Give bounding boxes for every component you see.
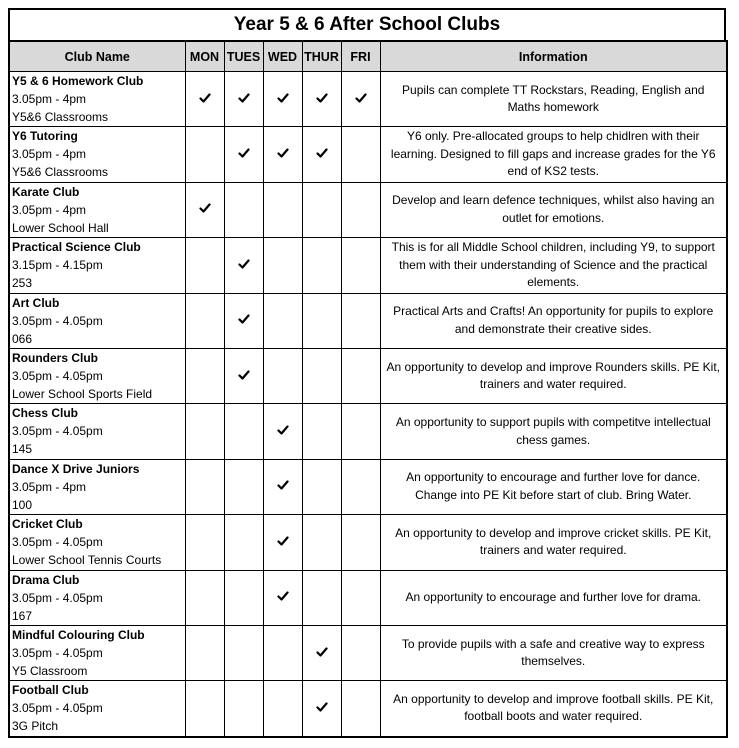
- club-location: 3G Pitch: [12, 719, 59, 734]
- club-information: An opportunity to develop and improve football skills. PE Kit, football boots and water required.: [380, 681, 727, 737]
- check-icon: [277, 591, 289, 605]
- day-cell-tues: [224, 182, 263, 237]
- day-cell-tues: [224, 570, 263, 625]
- club-information: An opportunity to encourage and further love for drama.: [380, 570, 727, 625]
- check-icon: [238, 370, 250, 384]
- day-cell-mon: [185, 182, 224, 237]
- club-cell: [9, 293, 185, 348]
- check-icon: [316, 702, 328, 716]
- day-cell-fri: [341, 515, 380, 570]
- club-name: Drama Club: [12, 572, 80, 587]
- check-icon: [277, 93, 289, 107]
- table-row: [9, 293, 727, 348]
- club-time: 3.05pm - 4.05pm: [12, 368, 103, 383]
- club-information: An opportunity to develop and improve Rounders skills. PE Kit, trainers and water required.: [380, 348, 727, 403]
- club-name: Y5 & 6 Homework Club: [12, 74, 144, 88]
- check-icon: [316, 647, 328, 661]
- table-row: [9, 127, 727, 182]
- day-cell-thur: [302, 570, 341, 625]
- club-time: 3.05pm - 4pm: [12, 202, 87, 217]
- club-location: 066: [12, 331, 33, 346]
- club-information: To provide pupils with a safe and creative way to express themselves.: [380, 625, 727, 680]
- table-row: [9, 459, 727, 514]
- club-information: An opportunity to encourage and further love for dance. Change into PE Kit before start of club. Bring Water.: [380, 459, 727, 514]
- club-location: 100: [12, 497, 33, 512]
- day-cell-thur: [302, 681, 341, 737]
- club-location: Y5&6 Classrooms: [12, 110, 109, 124]
- club-name: Chess Club: [12, 406, 79, 421]
- club-name: Y6 Tutoring: [12, 129, 78, 144]
- day-cell-mon: [185, 238, 224, 293]
- day-cell-wed: [263, 515, 302, 570]
- club-location: 253: [12, 276, 33, 291]
- day-cell-mon: [185, 459, 224, 514]
- day-cell-mon: [185, 348, 224, 403]
- day-cell-thur: [302, 515, 341, 570]
- header-row: [9, 41, 727, 72]
- day-cell-fri: [341, 238, 380, 293]
- club-information: Practical Arts and Crafts! An opportunity for pupils to explore and demonstrate their creative sides.: [380, 293, 727, 348]
- day-cell-mon: [185, 515, 224, 570]
- day-cell-wed: [263, 625, 302, 680]
- club-name: Mindful Colouring Club: [12, 627, 145, 642]
- day-cell-mon: [185, 127, 224, 182]
- header-tues: TUES: [224, 41, 263, 72]
- day-cell-thur: [302, 293, 341, 348]
- club-cell: [9, 459, 185, 514]
- club-cell: [9, 72, 185, 127]
- day-cell-mon: [185, 404, 224, 459]
- club-time: 3.05pm - 4.05pm: [12, 535, 103, 550]
- day-cell-fri: [341, 681, 380, 737]
- club-name: Cricket Club: [12, 517, 83, 532]
- table-row: [9, 681, 727, 737]
- day-cell-thur: [302, 238, 341, 293]
- day-cell-mon: [185, 293, 224, 348]
- check-icon: [355, 93, 367, 107]
- day-cell-tues: [224, 404, 263, 459]
- club-name: Practical Science Club: [12, 240, 141, 255]
- day-cell-wed: [263, 127, 302, 182]
- day-cell-wed: [263, 681, 302, 737]
- check-icon: [316, 148, 328, 162]
- club-name: Football Club: [12, 683, 89, 698]
- day-cell-mon: [185, 625, 224, 680]
- day-cell-fri: [341, 625, 380, 680]
- day-cell-fri: [341, 404, 380, 459]
- table-row: [9, 625, 727, 680]
- club-cell: [9, 182, 185, 237]
- club-time: 3.05pm - 4pm: [12, 479, 87, 494]
- day-cell-tues: [224, 459, 263, 514]
- check-icon: [238, 93, 250, 107]
- day-cell-mon: [185, 72, 224, 127]
- club-location: Y5&6 Classrooms: [12, 165, 109, 180]
- club-information: Y6 only. Pre-allocated groups to help chidlren with their learning. Designed to fill gaps and increase grades for the Y6 end of KS2 tests.: [380, 127, 727, 182]
- club-time: 3.05pm - 4.05pm: [12, 424, 103, 439]
- club-name: Art Club: [12, 295, 60, 310]
- check-icon: [199, 203, 211, 217]
- day-cell-wed: [263, 404, 302, 459]
- day-cell-fri: [341, 570, 380, 625]
- day-cell-thur: [302, 72, 341, 127]
- day-cell-tues: [224, 515, 263, 570]
- day-cell-thur: [302, 459, 341, 514]
- club-time: 3.15pm - 4.15pm: [12, 258, 103, 273]
- club-cell: [9, 515, 185, 570]
- table-row: [9, 72, 727, 127]
- header-thur: THUR: [302, 41, 341, 72]
- club-information: Pupils can complete TT Rockstars, Reading, English and Maths homework: [380, 72, 727, 127]
- day-cell-wed: [263, 459, 302, 514]
- club-time: 3.05pm - 4.05pm: [12, 590, 103, 605]
- day-cell-wed: [263, 348, 302, 403]
- header-fri: FRI: [341, 41, 380, 72]
- club-location: Y5 Classroom: [12, 663, 88, 678]
- day-cell-thur: [302, 182, 341, 237]
- club-cell: [9, 404, 185, 459]
- table-row: [9, 238, 727, 293]
- day-cell-thur: [302, 348, 341, 403]
- club-cell: [9, 570, 185, 625]
- day-cell-wed: [263, 238, 302, 293]
- club-cell: [9, 127, 185, 182]
- club-time: 3.05pm - 4.05pm: [12, 645, 103, 660]
- day-cell-thur: [302, 127, 341, 182]
- table-row: [9, 404, 727, 459]
- day-cell-fri: [341, 293, 380, 348]
- table-row: [9, 182, 727, 237]
- day-cell-wed: [263, 293, 302, 348]
- club-name: Rounders Club: [12, 350, 98, 365]
- day-cell-fri: [341, 348, 380, 403]
- club-location: 145: [12, 442, 33, 457]
- day-cell-thur: [302, 404, 341, 459]
- day-cell-wed: [263, 72, 302, 127]
- club-information: Develop and learn defence techniques, whilst also having an outlet for emotions.: [380, 182, 727, 237]
- club-time: 3.05pm - 4pm: [12, 147, 87, 162]
- clubs-table-body: [9, 72, 727, 737]
- club-location: Lower School Hall: [12, 220, 109, 235]
- header-information: Information: [380, 41, 727, 72]
- day-cell-tues: [224, 681, 263, 737]
- page-title: Year 5 & 6 After School Clubs: [8, 8, 726, 40]
- day-cell-tues: [224, 72, 263, 127]
- check-icon: [238, 259, 250, 273]
- day-cell-fri: [341, 72, 380, 127]
- check-icon: [238, 314, 250, 328]
- club-time: 3.05pm - 4.05pm: [12, 313, 103, 328]
- check-icon: [277, 480, 289, 494]
- header-mon: MON: [185, 41, 224, 72]
- club-information: An opportunity to develop and improve cricket skills. PE Kit, trainers and water required.: [380, 515, 727, 570]
- day-cell-wed: [263, 182, 302, 237]
- day-cell-mon: [185, 681, 224, 737]
- check-icon: [277, 148, 289, 162]
- header-wed: WED: [263, 41, 302, 72]
- club-location: Lower School Sports Field: [12, 386, 153, 401]
- clubs-sheet: [8, 8, 726, 738]
- day-cell-wed: [263, 570, 302, 625]
- table-row: [9, 515, 727, 570]
- day-cell-fri: [341, 182, 380, 237]
- table-row: [9, 570, 727, 625]
- day-cell-tues: [224, 625, 263, 680]
- day-cell-tues: [224, 348, 263, 403]
- check-icon: [277, 536, 289, 550]
- day-cell-tues: [224, 293, 263, 348]
- club-cell: [9, 238, 185, 293]
- check-icon: [277, 425, 289, 439]
- club-time: 3.05pm - 4pm: [12, 92, 87, 106]
- club-time: 3.05pm - 4.05pm: [12, 701, 103, 716]
- club-cell: [9, 625, 185, 680]
- check-icon: [238, 148, 250, 162]
- day-cell-fri: [341, 459, 380, 514]
- club-information: An opportunity to support pupils with competitve intellectual chess games.: [380, 404, 727, 459]
- club-information: This is for all Middle School children, including Y9, to support them with their understanding of Science and the practical elements.: [380, 238, 727, 293]
- day-cell-tues: [224, 127, 263, 182]
- club-location: Lower School Tennis Courts: [12, 553, 162, 568]
- club-cell: [9, 348, 185, 403]
- header-club-name: Club Name: [9, 41, 185, 72]
- club-location: 167: [12, 608, 33, 623]
- day-cell-mon: [185, 570, 224, 625]
- club-name: Dance X Drive Juniors: [12, 461, 140, 476]
- club-name: Karate Club: [12, 184, 80, 199]
- table-row: [9, 348, 727, 403]
- check-icon: [199, 93, 211, 107]
- day-cell-thur: [302, 625, 341, 680]
- day-cell-fri: [341, 127, 380, 182]
- check-icon: [316, 93, 328, 107]
- day-cell-tues: [224, 238, 263, 293]
- clubs-table: [8, 40, 728, 738]
- club-cell: [9, 681, 185, 737]
